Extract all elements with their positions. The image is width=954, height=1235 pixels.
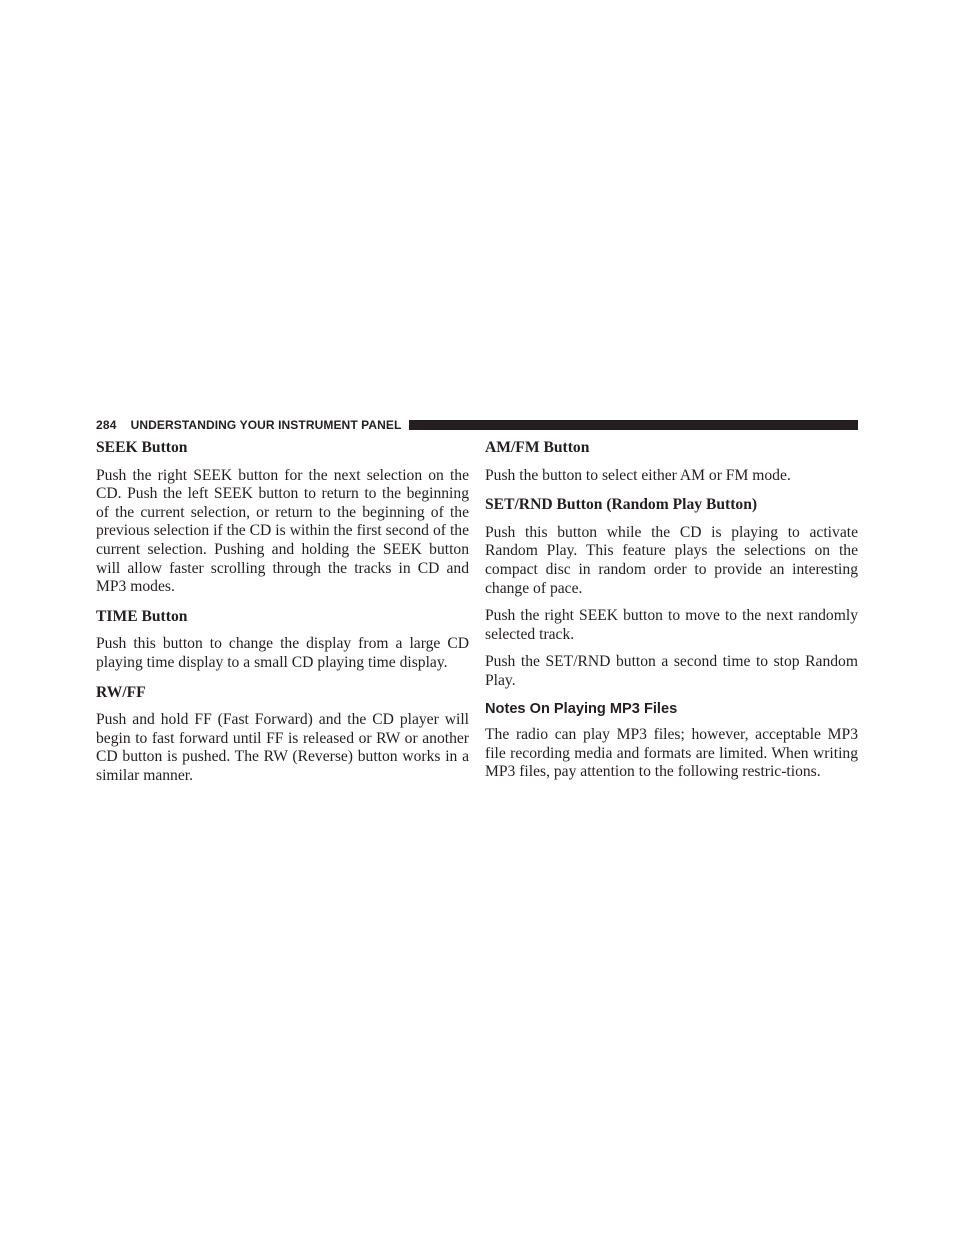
rwff-heading: RW/FF <box>96 683 146 701</box>
left-column <box>96 437 469 795</box>
setrnd-text-2: Push the right SEEK button to move to the next randomly selected track. <box>485 607 858 643</box>
seek-button-text: Push the right SEEK button for the next selection on the CD. Push the left SEEK button to return to the beginning of the current selection, or return to the beginning of the previous selection if the CD is within the first second of the current selection. Pushing and holding the SEEK button will allow faster scrolling through the tracks in CD and MP3 modes. <box>96 466 469 596</box>
setrnd-button-heading: SET/RND Button (Random Play Button) <box>485 496 758 514</box>
amfm-button-text: Push the button to select either AM or FM mode. <box>485 466 791 484</box>
rwff-text: Push and hold FF (Fast Forward) and the CD player will begin to fast forward until FF is released or RW or another CD button is pushed. The RW (Reverse) button works in a similar manner. <box>96 711 469 784</box>
mp3-notes-heading: Notes On Playing MP3 Files <box>485 700 678 717</box>
mp3-notes-text: The radio can play MP3 files; however, acceptable MP3 file recording media and formats are limited. When writing MP3 files, pay attention to the following restric-tions. <box>485 726 858 781</box>
setrnd-text-1: Push this button while the CD is playing to activate Random Play. This feature plays the selections on the compact disc in random order to provide an interesting change of pace. <box>485 523 858 597</box>
right-column <box>485 437 858 791</box>
page-header <box>96 417 858 433</box>
time-button-text: Push this button to change the display from a large CD playing time display to a small CD playing time display. <box>96 635 469 671</box>
amfm-button-heading: AM/FM Button <box>485 439 590 456</box>
time-button-heading: TIME Button <box>96 607 188 625</box>
header-rule <box>409 420 858 430</box>
seek-button-heading: SEEK Button <box>96 439 188 456</box>
page-number: 284 <box>96 418 117 432</box>
section-title: UNDERSTANDING YOUR INSTRUMENT PANEL <box>130 418 402 432</box>
setrnd-text-3: Push the SET/RND button a second time to stop Random Play. <box>485 653 858 689</box>
